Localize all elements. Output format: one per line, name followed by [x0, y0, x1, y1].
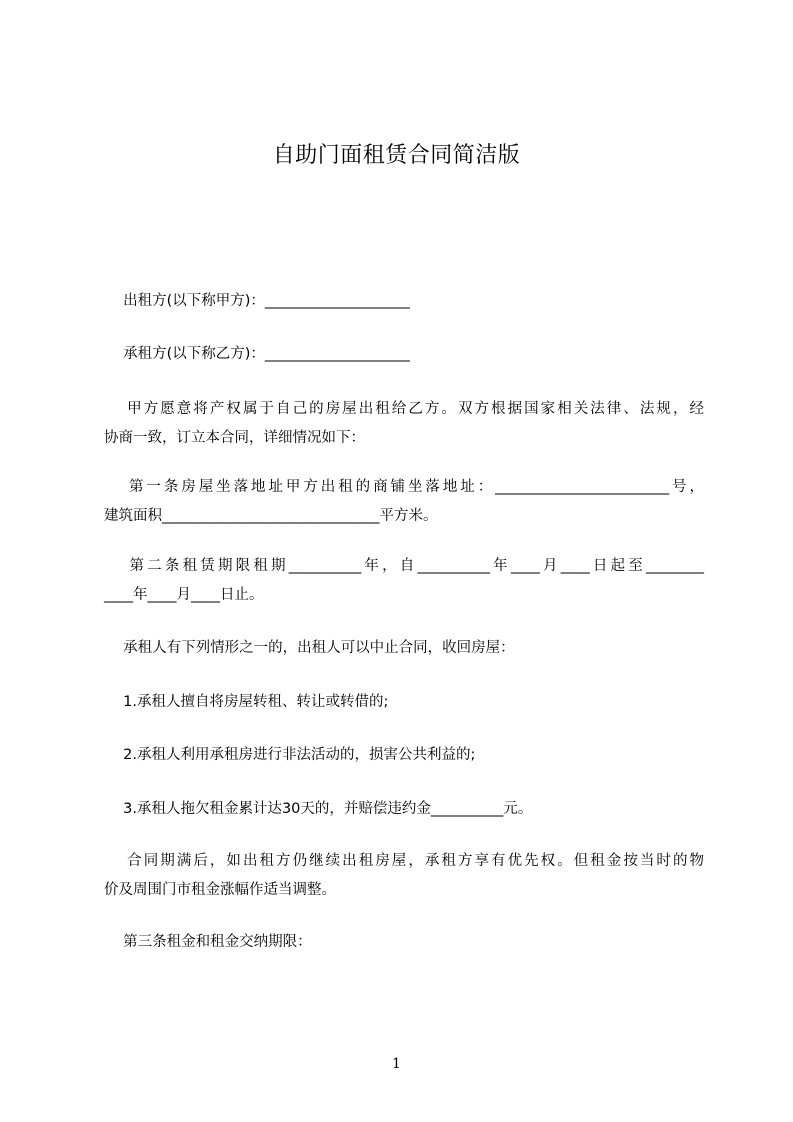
paragraph-line: 1.承租人擅自将房屋转租、转让或转借的;: [104, 694, 389, 710]
paragraph-line: 承租方(以下称乙方)：____________________: [104, 346, 410, 362]
paragraph-line: 协商一致，订立本合同，详细情况如下：: [104, 430, 365, 446]
paragraph-line: 建筑面积______________________________平方米。: [104, 508, 438, 524]
paragraph-line: 第三条租金和租金交纳期限：: [104, 934, 312, 950]
paragraph-line: 3.承租人拖欠租金累计达30天的，并赔偿违约金__________元。: [104, 801, 533, 817]
article-2-paragraph: [104, 552, 704, 610]
paragraph-line: ____年____月____日止。: [104, 587, 264, 603]
paragraph-line: 承租人有下列情形之一的，出租人可以中止合同，收回房屋：: [104, 640, 515, 656]
paragraph-line: 出租方(以下称甲方)：____________________: [104, 293, 410, 309]
paragraph-line: 价及周围门市租金涨幅作适当调整。: [104, 882, 336, 898]
renewal-paragraph: [104, 847, 704, 905]
document-title: 自助门面租赁合同简洁版: [272, 143, 521, 168]
party-a-line: [104, 287, 704, 316]
paragraph-line: 甲方愿意将产权属于自己的房屋出租给乙方。双方根据国家相关法律、法规，经: [104, 401, 704, 417]
paragraph-line: 合同期满后，如出租方仍继续出租房屋，承租方享有优先权。但租金按当时的物: [104, 853, 704, 869]
page-number: 1: [392, 1056, 401, 1072]
paragraph-line: 第二条租赁期限租期__________年，自__________年____月____日起至________: [104, 558, 704, 574]
termination-item-2: [104, 741, 704, 770]
termination-item-3: [104, 795, 704, 824]
article-1-paragraph: [104, 473, 704, 531]
article-3-heading: [104, 928, 704, 957]
paragraph-line: 第一条房屋坐落地址甲方出租的商铺坐落地址：________________________号，: [104, 479, 704, 495]
party-b-line: [104, 340, 704, 369]
intro-paragraph: [104, 395, 704, 453]
paragraph-line: 2.承租人利用承租房进行非法活动的，损害公共利益的;: [104, 747, 476, 763]
termination-intro: [104, 634, 704, 663]
termination-item-1: [104, 688, 704, 717]
